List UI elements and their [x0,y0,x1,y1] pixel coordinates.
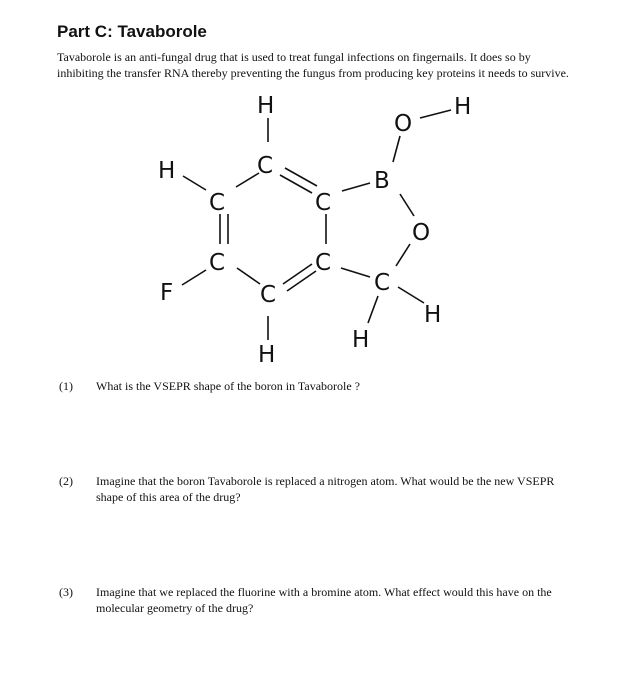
atom-h-bottom: H [258,342,276,368]
question-number: (2) [59,474,73,488]
atom-c-bottom: C [260,282,277,308]
question-text: Imagine that we replaced the fluorine with a bromine atom. What effect would this have on the molecular geometry of the drug? [96,585,552,615]
bond-oring-cch2 [396,244,410,266]
atom-c-top: C [257,153,274,179]
atom-h-ch2-bottom: H [352,327,370,353]
bond-o-h [420,110,451,118]
bond-cur-b [342,183,370,191]
atom-o-hydroxyl: O [394,111,413,137]
question-number: (3) [59,585,73,599]
bond-clr-cch2 [341,268,370,277]
bond-b-ooh [393,136,400,162]
bond-cch2-hright [398,287,424,303]
bond-cbottom-clr-2 [287,271,316,291]
question-text: What is the VSEPR shape of the boron in Tavaborole ? [96,379,360,393]
question-text: Imagine that the boron Tavaborole is replaced a nitrogen atom. What would be the new VSEPR shape of this area of the drug? [96,474,555,504]
atom-c-upper-left: C [209,190,226,216]
atom-h-hydroxyl: H [454,94,472,120]
atom-labels [158,93,471,368]
bond-cch2-hbottom [368,296,378,323]
atom-h-top: H [257,93,275,119]
atom-c-lower-right: C [315,250,332,276]
bond-b-oring [400,194,414,216]
bond-h-left [183,176,206,190]
bond-cbottom-clr-1 [283,264,312,284]
bond-ctop-cur-1 [280,175,312,193]
question-number: (1) [59,379,73,393]
bond-ctop-cul [236,173,259,187]
section-title: Part C: Tavaborole [57,22,207,41]
atom-h-left: H [158,158,176,184]
bond-ctop-cur-2 [285,168,317,186]
bond-cll-cbottom [237,268,260,284]
atom-boron: B [374,168,390,194]
atom-c-ch2: C [374,270,391,296]
bond-lines [182,110,451,340]
atom-h-ch2-right: H [424,302,442,328]
atom-c-lower-left: C [209,250,226,276]
atom-fluorine: F [160,280,174,306]
bond-cll-f [182,270,206,285]
intro-paragraph: Tavaborole is an anti-fungal drug that is used to treat fungal infections on fingernails. It does so by inhibiting the transfer RNA thereby preventing the fungus from producing key proteins it needs to survive. [57,50,569,80]
atom-c-upper-right: C [315,190,332,216]
atom-o-ring: O [412,220,431,246]
